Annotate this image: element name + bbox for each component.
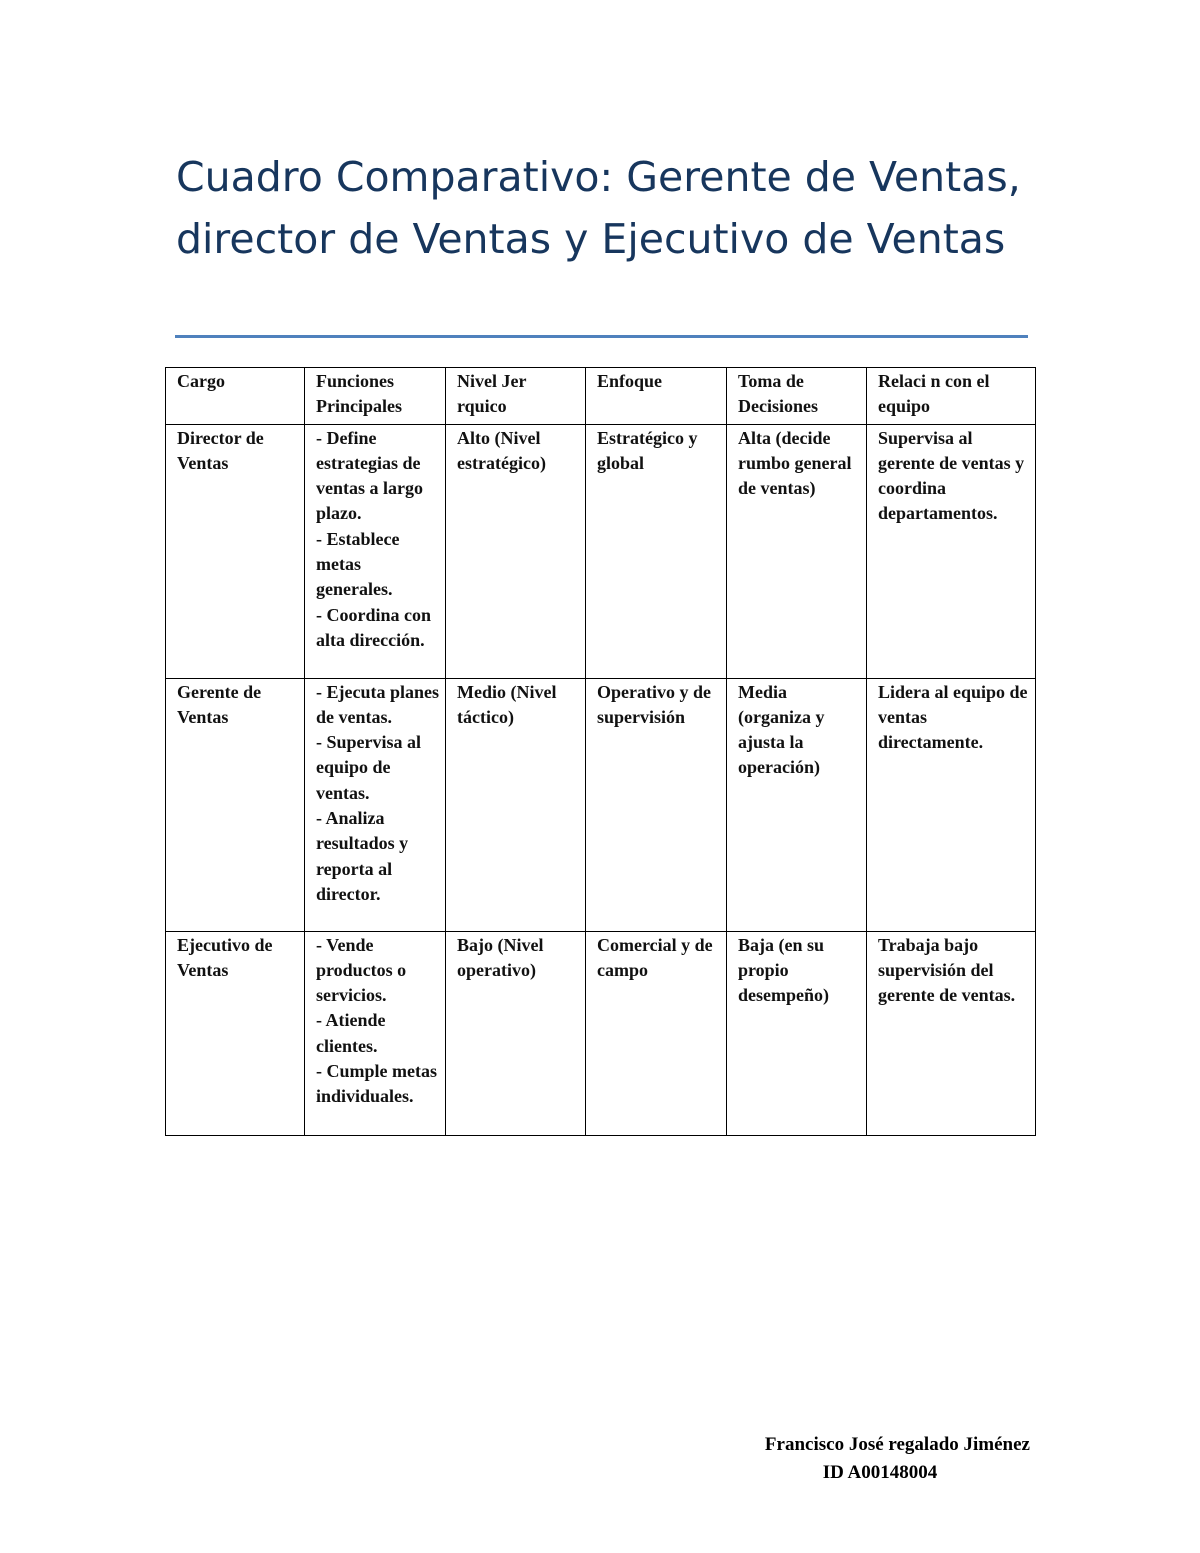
function-item: - Supervisa al equipo de ventas. bbox=[316, 732, 422, 803]
cell-funciones bbox=[305, 931, 446, 1135]
cell-cargo: Gerente de Ventas bbox=[166, 678, 305, 931]
header-cargo: Cargo bbox=[166, 368, 305, 425]
cell-decisiones: Media (organiza y ajusta la operación) bbox=[727, 678, 867, 931]
cell-funciones bbox=[305, 678, 446, 931]
cell-nivel: Alto (Nivel estratégico) bbox=[446, 424, 586, 678]
table-row bbox=[166, 678, 1036, 931]
header-relacion: Relaci n con el equipo bbox=[867, 368, 1036, 425]
author-name: Francisco José regalado Jiménez bbox=[764, 1434, 1030, 1455]
header-nivel: Nivel Jer rquico bbox=[446, 368, 586, 425]
cell-nivel: Medio (Nivel táctico) bbox=[446, 678, 586, 931]
function-item: - Define estrategias de ventas a largo plazo. bbox=[316, 427, 423, 524]
cell-decisiones: Baja (en su propio desempeño) bbox=[727, 931, 867, 1135]
cell-enfoque: Comercial y de campo bbox=[586, 931, 727, 1135]
table-header-row bbox=[166, 368, 1036, 425]
header-enfoque: Enfoque bbox=[586, 368, 727, 425]
cell-relacion: Trabaja bajo supervisión del gerente de ventas. bbox=[867, 931, 1036, 1135]
function-item: - Vende productos o servicios. bbox=[316, 934, 407, 1006]
cell-enfoque: Estratégico y global bbox=[586, 424, 727, 678]
cell-cargo: Director de Ventas bbox=[166, 424, 305, 678]
title-underline bbox=[175, 335, 1028, 338]
header-funciones: Funciones Principales bbox=[305, 368, 446, 425]
cell-decisiones: Alta (decide rumbo general de ventas) bbox=[727, 424, 867, 678]
function-item: - Cumple metas individuales. bbox=[316, 1061, 437, 1107]
table-row bbox=[166, 424, 1036, 678]
student-id: ID A00148004 bbox=[822, 1462, 938, 1483]
cell-relacion: Supervisa al gerente de ventas y coordina departamentos. bbox=[867, 424, 1036, 678]
comparison-table bbox=[165, 367, 1036, 1136]
function-item: - Ejecuta planes de ventas. bbox=[316, 681, 439, 727]
function-item: - Analiza resultados y reporta al director. bbox=[316, 808, 409, 904]
cell-relacion: Lidera al equipo de ventas directamente. bbox=[867, 678, 1036, 931]
cell-nivel: Bajo (Nivel operativo) bbox=[446, 931, 586, 1135]
function-item: - Atiende clientes. bbox=[316, 1010, 386, 1056]
function-item: - Coordina con alta dirección. bbox=[316, 604, 432, 650]
function-item: - Establece metas generales. bbox=[316, 528, 400, 600]
cell-cargo: Ejecutivo de Ventas bbox=[166, 931, 305, 1135]
cell-enfoque: Operativo y de supervisión bbox=[586, 678, 727, 931]
cell-funciones bbox=[305, 424, 446, 678]
page-title: Cuadro Comparativo: Gerente de Ventas, director de Ventas y Ejecutivo de Ventas bbox=[176, 153, 1021, 263]
table-row bbox=[166, 931, 1036, 1135]
header-decisiones: Toma de Decisiones bbox=[727, 368, 867, 425]
